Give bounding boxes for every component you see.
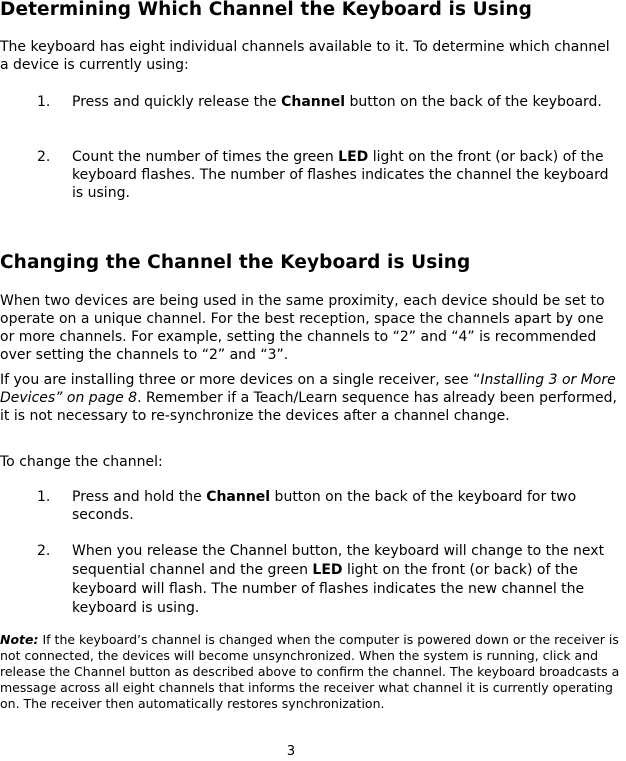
- proximity-paragraph: When two devices are being used in the same proximity, each device should be set to operate on a unique channel. For the best reception, space the channels apart by one or more channels. For example, setting the channels to “2” and “4” is recommended over setting the channels to “2” and “3”.: [0, 293, 605, 363]
- step-text-after: light on the front (or back) of the keyboard flashes. The number of flashes indicates the channel the keyboard is using.: [72, 149, 609, 201]
- note-label: Note:: [0, 632, 39, 647]
- page-number: 3: [286, 744, 296, 759]
- step-bold-term: Channel: [206, 489, 271, 505]
- cross-reference-link: Installing 3 or More Devices” on page 8: [0, 372, 616, 406]
- step-text-before: Count the number of times the green: [72, 149, 339, 165]
- section-heading-determining-channel: Determining Which Channel the Keyboard is Using: [0, 0, 532, 20]
- installing-text-after: . Remember if a Teach/Learn sequence has already been performed, it is not necessary to re-synchronize the devices after a channel change.: [0, 390, 617, 424]
- step-number: 1.: [37, 94, 51, 110]
- step-text-before: Press and hold the: [72, 489, 207, 505]
- step-number: 1.: [37, 489, 51, 505]
- installing-text-before: If you are installing three or more devices on a single receiver, see “: [0, 372, 481, 388]
- step-text-after: button on the back of the keyboard for two seconds.: [72, 489, 577, 523]
- step-text: [72, 148, 620, 202]
- step-text-after: button on the back of the keyboard.: [345, 94, 602, 110]
- intro-paragraph: [0, 38, 620, 74]
- step-number: 2.: [37, 543, 51, 559]
- step-text-before: Press and quickly release the: [72, 94, 282, 110]
- step-text-after: light on the front (or back) of the keyboard will flash. The number of flashes indicates the new channel the keyboard is using.: [72, 562, 585, 616]
- step-text: [72, 542, 620, 618]
- step-text: [72, 93, 620, 111]
- step-bold-term: Channel: [281, 94, 346, 110]
- step-text: [72, 488, 620, 524]
- step-bold-term: LED: [338, 149, 369, 165]
- intro-text: The keyboard has eight individual channels available to it. To determine which channel a device is currently using:: [0, 39, 610, 73]
- note-paragraph: [0, 632, 626, 712]
- step-number: 2.: [37, 149, 51, 165]
- step-bold-term: LED: [312, 562, 343, 578]
- installing-paragraph: [0, 371, 620, 425]
- note-text: If the keyboard’s channel is changed when the computer is powered down or the receiver is not connected, the devices will become unsynchronized. When the system is running, click and release the Channel button as described above to confirm the channel. The keyboard broadcasts a message across all eight channels that informs the receiver what channel it is currently operating on. The receiver then automatically restores synchronization.: [0, 632, 620, 711]
- change-channel-lead: To change the channel:: [0, 454, 163, 470]
- section-heading-changing-channel: Changing the Channel the Keyboard is Using: [0, 252, 471, 273]
- step-text-before: When you release the Channel button, the keyboard will change to the next sequential channel and the green: [72, 543, 605, 578]
